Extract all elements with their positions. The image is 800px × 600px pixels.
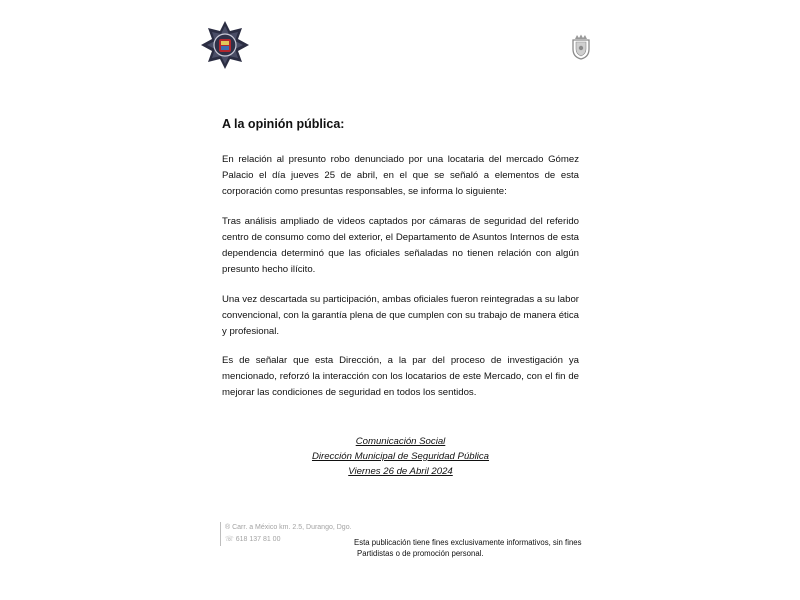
footer-phone: ☏ 618 137 81 00 [225,536,281,543]
paragraph-security: Es de señalar que esta Dirección, a la par del proceso de investigación ya mencionado, reforzó la interacción con los locatarios de este Mercado, con el fin de mejorar las condiciones de seguridad en todos los sentidos. [222,355,579,398]
municipal-crest-icon [570,34,592,60]
footer-address: ® Carr. a México km. 2.5, Durango, Dgo. [225,524,352,531]
disclaimer-line-2: Partidistas o de promoción personal. [357,549,484,558]
footer-divider [220,522,221,546]
disclaimer-line-1: Esta publicación tiene fines exclusivamente informativos, sin fines [354,538,582,547]
paragraph-intro: En relación al presunto robo denunciado por una locataria del mercado Gómez Palacio el día jueves 25 de abril, en el que se señaló a elementos de esta corporación como presuntas responsables, se informa lo siguiente: [222,154,579,197]
signature-department: Comunicación Social [355,436,446,447]
paragraph-analysis: Tras análisis ampliado de videos captados por cámaras de seguridad del referido centro de consumo como del exterior, el Departamento de Asuntos Internos de esta dependencia determinó que las oficiales señaladas no tienen relación con algún presunto hecho ilícito. [222,216,579,275]
page-title: A la opinión pública: [222,117,345,131]
paragraph-reinstatement: Una vez descartada su participación, ambas oficiales fueron reintegradas a su labor convencional, con la garantía plena de que cumplen con su trabajo de manera ética y profesional. [222,294,579,337]
signature-date: Viernes 26 de Abril 2024 [348,466,453,477]
signature-directorate: Dirección Municipal de Seguridad Pública [311,451,490,462]
police-badge-icon [200,20,250,70]
